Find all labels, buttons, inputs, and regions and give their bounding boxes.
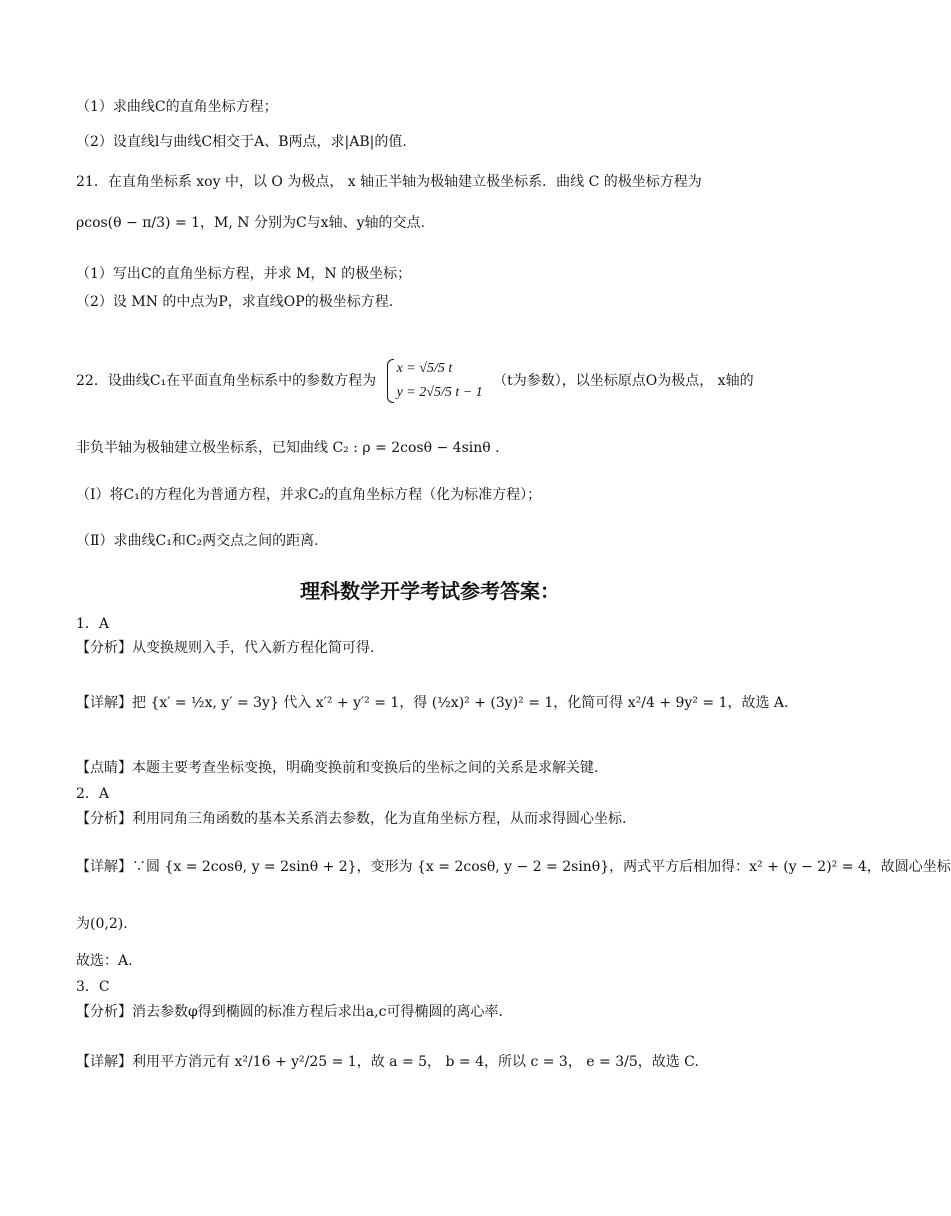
q22-param-y: y = 2√5/5 t − 1: [396, 385, 483, 400]
a2-detail: 【详解】∵圆 {x = 2cosθ, y = 2sinθ + 2}，变形为 {x = 2cosθ, y − 2 = 2sinθ}，两式平方后相加得：x² + (y − 2)² = 4，故圆心坐标: [76, 859, 951, 875]
a2-number: 2．A: [76, 786, 110, 802]
q22-stem-a: 22．设曲线C₁在平面直角坐标系中的参数方程为: [76, 373, 377, 389]
a3-analysis: 【分析】消去参数φ得到椭圆的标准方程后求出a,c可得椭圆的离心率.: [76, 1004, 503, 1020]
a1-comment: 【点睛】本题主要考查坐标变换，明确变换前和变换后的坐标之间的关系是求解关键.: [76, 760, 599, 776]
q22-param-system: [387, 357, 483, 405]
a2-analysis: 【分析】利用同角三角函数的基本关系消去参数，化为直角坐标方程，从而求得圆心坐标.: [76, 811, 627, 827]
q22-part1: （Ⅰ）将C₁的方程化为普通方程，并求C₂的直角坐标方程（化为标准方程）；: [76, 487, 542, 503]
q20-part2: （2）设直线l与曲线C相交于A、B两点，求|AB|的值.: [76, 134, 407, 150]
q21-part2: （2）设 MN 的中点为P，求直线OP的极坐标方程.: [76, 294, 394, 310]
q22-param-x: x = √5/5 t: [396, 361, 453, 376]
answers-title: 理科数学开学考试参考答案：: [300, 579, 560, 603]
a1-number: 1．A: [76, 616, 110, 632]
a1-detail: 【详解】把 {x′ = ½x, y′ = 3y} 代入 x′² + y′² = 1，得 (½x)² + (3y)² = 1，化简可得 x²/4 + 9y² = 1，故选 A.: [76, 695, 789, 711]
a2-detail2: 为(0,2).: [76, 916, 128, 932]
a2-choose: 故选：A.: [76, 953, 133, 969]
q20-part1: （1）求曲线C的直角坐标方程；: [76, 99, 278, 115]
q22-stem-b: （t为参数），以坐标原点O为极点， x轴的: [493, 373, 754, 389]
q21-equation: ρcos(θ − π/3) = 1，M, N 分别为C与x轴、y轴的交点.: [76, 215, 425, 231]
a1-analysis: 【分析】从变换规则入手，代入新方程化简可得.: [76, 640, 375, 656]
q22-part2: （Ⅱ）求曲线C₁和C₂两交点之间的距离.: [76, 533, 319, 549]
a3-detail: 【详解】利用平方消元有 x²/16 + y²/25 = 1，故 a = 5， b = 4，所以 c = 3， e = 3/5，故选 C.: [76, 1054, 699, 1070]
q21-part1: （1）写出C的直角坐标方程，并求 M，N 的极坐标；: [76, 266, 412, 282]
q22-stem-c: 非负半轴为极轴建立极坐标系，已知曲线 C₂ : ρ = 2cosθ − 4sinθ .: [76, 440, 500, 456]
q21-stem: 21．在直角坐标系 xoy 中，以 O 为极点， x 轴正半轴为极轴建立极坐标系．曲线 C 的极坐标方程为: [76, 174, 702, 190]
q22-stem: [76, 357, 792, 405]
a3-number: 3．C: [76, 979, 110, 995]
